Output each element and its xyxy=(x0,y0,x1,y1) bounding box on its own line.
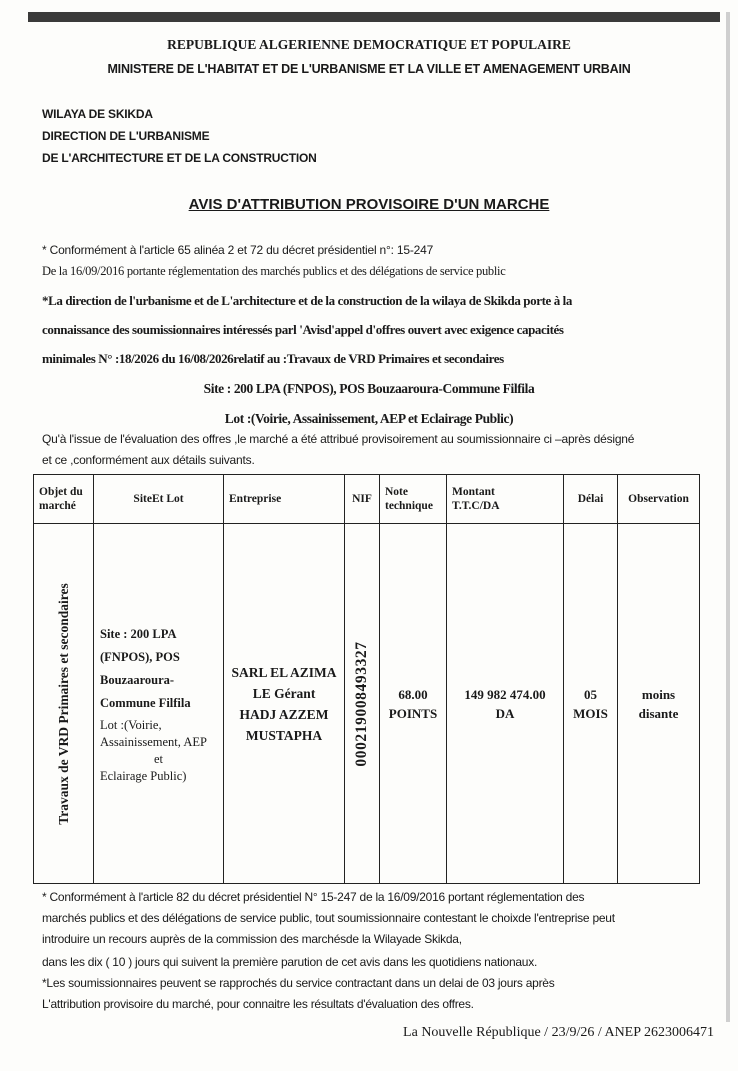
note-line-2: marchés publics et des délégations de service public, tout soumissionnaire contestant le choixde l'entreprise peut xyxy=(42,911,615,925)
header-observation: Observation xyxy=(618,475,700,524)
cell-objet xyxy=(34,524,94,884)
header-site: SiteEt Lot xyxy=(94,475,224,524)
notice-title: AVIS D'ATTRIBUTION PROVISOIRE D'UN MARCHE xyxy=(188,196,550,213)
header-objet: Objet du marché xyxy=(34,475,94,524)
header-montant: Montant T.T.C/DA xyxy=(447,475,564,524)
header-entreprise: Entreprise xyxy=(224,475,345,524)
note-line-1: * Conformément à l'article 82 du décret présidentiel N° 15-247 de la 16/09/2016 portant réglementation des xyxy=(42,890,585,904)
cell-delai: 05 MOIS xyxy=(564,524,618,884)
cell-note: 68.00 POINTS xyxy=(380,524,447,884)
intro-site: Site : 200 LPA (FNPOS), POS Bouzaaroura-Commune Filfila xyxy=(203,381,535,396)
republic-header: REPUBLIQUE ALGERIENNE DEMOCRATIQUE ET POPULAIRE xyxy=(167,37,571,52)
intro-line-2: De la 16/09/2016 portante réglementation des marchés publics et des délégations de service public xyxy=(42,264,506,278)
header-nif: NIF xyxy=(345,475,380,524)
intro-line-1: * Conformément à l'article 65 alinéa 2 et 72 du décret présidentiel n°: 15-247 xyxy=(42,243,434,257)
cell-site: Site : 200 LPA (FNPOS), POS Bouzaaroura- Commune Filfila Lot :(Voirie, Assainissement, AEP et Eclairage Public) xyxy=(94,524,224,884)
cell-montant: 149 982 474.00 DA xyxy=(447,524,564,884)
intro-result-2: et ce ,conformément aux détails suivants. xyxy=(42,453,255,467)
architecture-label: DE L'ARCHITECTURE ET DE LA CONSTRUCTION xyxy=(42,151,317,165)
wilaya-label: WILAYA DE SKIKDA xyxy=(42,107,153,121)
note-line-5: *Les soumissionnaires peuvent se rapprochés du service contractant dans un delai de 03 jours après xyxy=(42,976,555,990)
table-row xyxy=(34,524,700,884)
cell-nif xyxy=(345,524,380,884)
note-line-6: L'attribution provisoire du marché, pour connaitre les résultats d'évaluation des offres. xyxy=(42,997,474,1011)
publication-footer: La Nouvelle République / 23/9/26 / ANEP 2623006471 xyxy=(403,1025,714,1040)
scan-right-edge xyxy=(726,12,730,1022)
nif-value: 000219008493327 xyxy=(353,640,370,767)
header-delai: Délai xyxy=(564,475,618,524)
attribution-table xyxy=(33,474,700,884)
intro-bold-1: *La direction de l'urbanisme et de L'architecture et de la construction de la wilaya de Skikda porte à la xyxy=(42,293,572,308)
ministry-header: MINISTERE DE L'HABITAT ET DE L'URBANISME ET LA VILLE ET AMENAGEMENT URBAIN xyxy=(107,62,631,76)
intro-bold-3: minimales N° :18/2026 du 16/08/2026relatif au :Travaux de VRD Primaires et secondaires xyxy=(42,351,504,366)
table-header-row xyxy=(34,475,700,524)
cell-observation: moins disante xyxy=(618,524,700,884)
header-note: Note technique xyxy=(380,475,447,524)
note-line-3: introduire un recours auprès de la commission des marchésde la Wilayade Skikda, xyxy=(42,932,462,946)
direction-label: DIRECTION DE L'URBANISME xyxy=(42,129,210,143)
intro-result-1: Qu'à l'issue de l'évaluation des offres ,le marché a été attribué provisoirement au soumissionnaire ci –après désigné xyxy=(42,432,635,446)
cell-entreprise: SARL EL AZIMA LE Gérant HADJ AZZEM MUSTAPHA xyxy=(224,524,345,884)
intro-lot: Lot :(Voirie, Assainissement, AEP et Eclairage Public) xyxy=(224,411,514,426)
note-line-4: dans les dix ( 10 ) jours qui suivent la première parution de cet avis dans les quotidiens nationaux. xyxy=(42,955,538,969)
intro-bold-2: connaissance des soumissionnaires intéressés parl 'Avisd'appel d'offres ouvert avec exigence capacités xyxy=(42,322,564,337)
objet-text: Travaux de VRD Primaires et secondaires xyxy=(55,582,71,825)
scan-top-border xyxy=(28,12,720,22)
